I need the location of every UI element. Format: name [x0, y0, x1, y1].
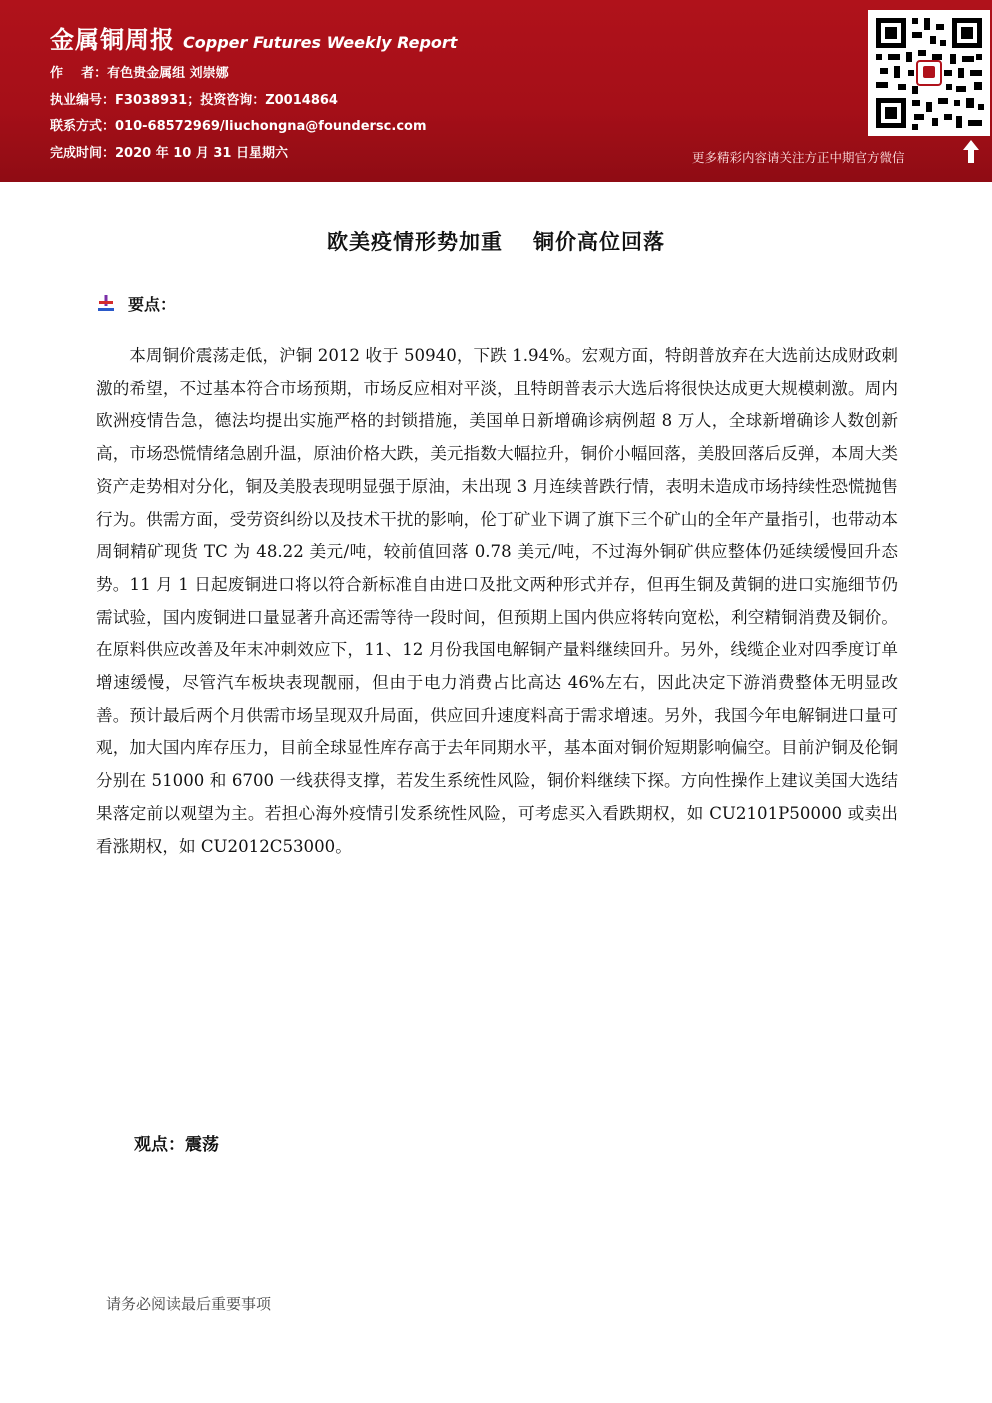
license-row [50, 91, 570, 118]
author-meta [50, 64, 570, 170]
qr-code-icon [868, 10, 990, 136]
report-header [0, 0, 992, 182]
wechat-note: 更多精彩内容请关注方正中期官方微信 [692, 150, 905, 165]
report-brand [50, 20, 457, 55]
title-left: 欧美疫情形势加重 [327, 230, 503, 254]
author-key: 作 者： [50, 66, 108, 81]
brand-chinese: 金属铜周报 [50, 26, 175, 54]
keypoints-label: 要点： [128, 295, 177, 314]
contact-value[interactable]: 010-68572969/liuchongna@foundersc.com [115, 119, 427, 134]
license-key: 执业编号： [50, 92, 116, 108]
author-value: 有色贵金属组 刘崇娜 [107, 66, 229, 81]
contact-row [50, 117, 570, 144]
footer-note: 请务必阅读最后重要事项 [106, 1295, 272, 1313]
title-right: 铜价高位回落 [533, 230, 665, 254]
page-title [0, 226, 992, 256]
license-value: F3038931；投资咨询：Z0014864 [115, 92, 338, 108]
viewpoint: 观点：震荡 [134, 1135, 219, 1155]
body-paragraph: 本周铜价震荡走低，沪铜 2012 收于 50940，下跌 1.94%。宏观方面，特朗普放弃在大选前达成财政刺激的希望，不过基本符合市场预期，市场反应相对平淡，且特朗普表示大选后将很快达成更大规模刺激。周内欧洲疫情告急，德法均提出实施严格的封锁措施，美国单日新增确诊病例超 8 万人，全球新增确诊人数创新高，市场恐慌情绪急剧升温，原油价格大跌，美元指数大幅拉升，铜价小幅回落，美股回落后反弹，本周大类资产走势相对分化，铜及美股表现明显强于原油，未出现 3 月连续普跌行情，表明未造成市场持续性恐慌抛售行为。供需方面，受劳资纠纷以及技术干扰的影响，伦丁矿业下调了旗下三个矿山的全年产量指引，也带动本周铜精矿现货 TC 为 48.22 美元/吨，较前值回落 0.78 美元/吨，不过海外铜矿供应整体仍延续缓慢回升态势。11 月 1 日起废铜进口将以符合新标准自由进口及批文两种形式并存，但再生铜及黄铜的进口实施细节仍需试验，国内废铜进口量显著升高还需等待一段时间，但预期上国内供应将转向宽松，利空精铜消费及铜价。在原料供应改善及年末冲刺效应下，11、12 月份我国电解铜产量料继续回升。另外，线缆企业对四季度订单增速缓慢，尽管汽车板块表现靓丽，但由于电力消费占比高达 46%左右，因此决定下游消费整体无明显改善。预计最后两个月供需市场呈现双升局面，供应回升速度料高于需求增速。另外，我国今年电解铜进口量可观，加大国内库存压力，目前全球显性库存高于去年同期水平，基本面对铜价短期影响偏空。目前沪铜及伦铜分别在 51000 和 6700 一线获得支撑，若发生系统性风险，铜价料继续下探。方向性操作上建议美国大选结果落定前以观望为主。若担心海外疫情引发系统性风险，可考虑买入看跌期权，如 CU2101P50000 或卖出看涨期权，如 CU2012C53000。 [96, 346, 898, 856]
bullet-icon [96, 294, 116, 314]
brand-english: Copper Futures Weekly Report [183, 33, 458, 52]
date-value: 2020 年 10 月 31 日星期六 [115, 145, 289, 161]
author-row [50, 64, 570, 91]
keypoints-heading [96, 292, 176, 315]
date-key: 完成时间： [50, 145, 116, 161]
up-arrow-icon[interactable] [961, 138, 981, 166]
contact-key: 联系方式： [50, 119, 116, 134]
date-row [50, 144, 570, 171]
